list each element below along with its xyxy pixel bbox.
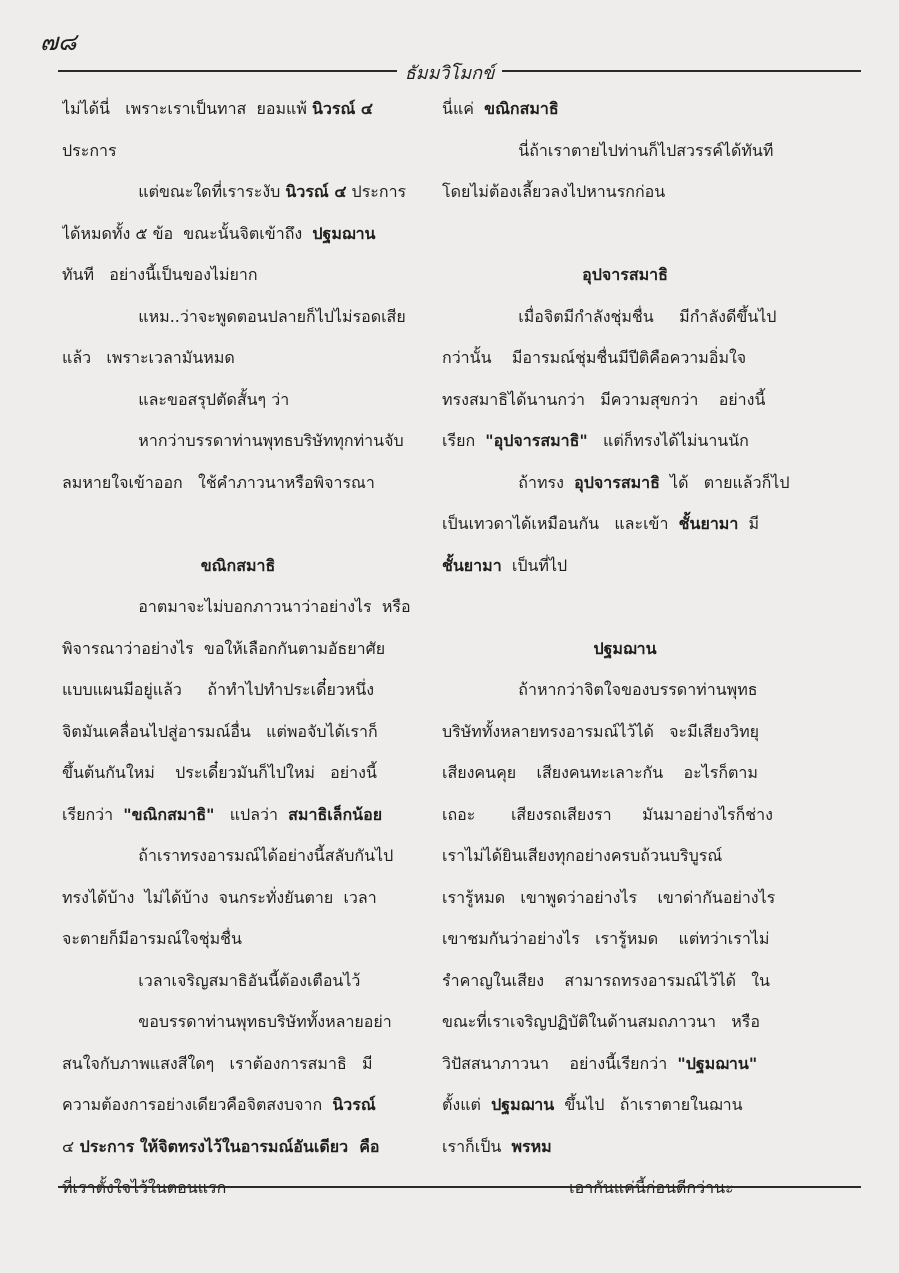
text-line (62, 752, 414, 794)
text-line (62, 628, 414, 670)
text-line (62, 1126, 414, 1168)
line-text: ขณะที่เราเจริญปฏิบัติในด้านสมถภาวนา หรือ (442, 1012, 760, 1031)
text-line (62, 88, 414, 130)
line-text: เราไม่ได้ยินเสียงทุกอย่างครบถ้วนบริบูรณ์ (442, 846, 723, 865)
text-line (62, 545, 414, 587)
text-line (62, 462, 414, 504)
line-text: ลมหายใจเข้าออก ใช้คำภาวนาหรือพิจารณา (62, 472, 375, 492)
text-line (442, 503, 808, 545)
line-text: เรารู้หมด เขาพูดว่าอย่างไร เขาด่ากันอย่างไร (442, 887, 776, 907)
bold-term: ประการ ให้จิตทรงไว้ในอารมณ์อันเดียว คือ (74, 1136, 380, 1156)
line-text: เรียก (442, 431, 486, 450)
text-line (62, 669, 414, 711)
line-text: บริษัททั้งหลายทรงอารมณ์ไว้ได้ จะมีเสียงวิทยุ (442, 721, 760, 741)
line-text: อาตมาจะไม่บอกภาวนาว่าอย่างไร หรือ (62, 597, 411, 616)
text-line (442, 296, 808, 338)
line-text: โดยไม่ต้องเลี้ยวลงไปหานรกก่อน (442, 182, 666, 201)
text-line (62, 586, 414, 628)
bold-term: สมาธิเล็กน้อย (288, 804, 383, 824)
line-text: จิตมันเคลื่อนไปสู่อารมณ์อื่น แต่พอจับได้เราก็ (62, 721, 378, 741)
line-text: เวลาเจริญสมาธิอันนี้ต้องเตือนไว้ (62, 970, 361, 990)
text-line (442, 835, 808, 877)
text-line (442, 1043, 808, 1085)
running-header (0, 58, 899, 87)
line-text: เป็นที่ไป (501, 555, 568, 575)
line-text: เถอะ เสียงรถเสียงรา มันมาอย่างไรก็ช่าง (442, 804, 773, 824)
text-line (62, 1001, 414, 1043)
text-line (442, 88, 808, 130)
line-text: นี่ถ้าเราตายไปท่านก็ไปสวรรค์ได้ทันที (442, 140, 774, 160)
bold-term: ชั้นยามา (678, 514, 739, 533)
line-text: ทรงสมาธิได้นานกว่า มีความสุขกว่า อย่างนี้ (442, 389, 766, 409)
line-text: แบบแผนมีอยู่แล้ว ถ้าทำไปทำประเดี๋ยวหนึ่ง (62, 680, 375, 699)
text-line (62, 254, 414, 296)
text-line (442, 379, 808, 421)
text-line (442, 545, 808, 587)
text-line (442, 669, 808, 711)
text-line (62, 1084, 414, 1126)
left-column (62, 88, 414, 1209)
line-text: จะตายก็มีอารมณ์ใจชุ่มชื่น (62, 929, 242, 948)
line-text: เราก็เป็น (442, 1136, 512, 1156)
line-text: ได้หมดทั้ง ๕ ข้อ ขณะนั้นจิตเข้าถึง (62, 223, 313, 243)
line-text: แล้ว เพราะเวลามันหมด (62, 348, 235, 367)
text-line (62, 918, 414, 960)
text-line (62, 420, 414, 462)
bold-term: ชั้นยามา (442, 555, 502, 575)
line-text: หากว่าบรรดาท่านพุทธบริษัททุกท่านจับ (62, 431, 404, 450)
bold-term: ปฐมฌาน (312, 223, 376, 243)
bold-term: พรหม (511, 1136, 552, 1156)
text-line (62, 213, 414, 255)
line-text: ประการ (346, 182, 407, 201)
bold-term: "ขณิกสมาธิ" (123, 804, 215, 824)
footer-rule (58, 1186, 861, 1188)
line-text: ขึ้นไป ถ้าเราตายในฌาน (554, 1095, 743, 1114)
line-text: นี่แค่ (442, 99, 485, 118)
line-text: ที่เราตั้งใจไว้ในตอนแรก (62, 1178, 227, 1197)
text-line (442, 586, 808, 628)
text-line (442, 752, 808, 794)
text-line (442, 171, 808, 213)
section-heading: ขณิกสมาธิ (200, 555, 276, 575)
header-title: ธัมมวิโมกข์ (397, 63, 503, 84)
bold-term: อุปจารสมาธิ (574, 472, 660, 492)
line-text: ขึ้นต้นกันใหม่ ประเดี๋ยวมันก็ไปใหม่ อย่างนี้ (62, 763, 377, 782)
line-text: ถ้าทรง (442, 472, 575, 492)
text-line (62, 1043, 414, 1085)
page-number: ๗๘ (40, 28, 77, 56)
line-text: ทรงได้บ้าง ไม่ได้บ้าง จนกระทั่งยันตาย เวลา (62, 887, 377, 907)
bold-term: นิวรณ์ ๔ (311, 99, 374, 118)
text-line (442, 1001, 808, 1043)
line-text: และขอสรุปตัดสั้นๆ ว่า (62, 389, 290, 409)
text-line (62, 130, 414, 172)
text-line (442, 628, 808, 670)
text-line (62, 711, 414, 753)
line-text: รำคาญในเสียง สามารถทรงอารมณ์ไว้ได้ ใน (442, 970, 770, 990)
line-text: แปลว่า (214, 804, 289, 824)
line-text: พิจารณาว่าอย่างไร ขอให้เลือกกันตามอัธยาศัย (62, 638, 386, 658)
line-text: ขอบรรดาท่านพุทธบริษัททั้งหลายอย่า (62, 1012, 392, 1031)
line-text: แต่ก็ทรงได้ไม่นานนัก (587, 431, 749, 450)
text-line (442, 213, 808, 255)
text-line (62, 379, 414, 421)
text-line (442, 462, 808, 504)
line-text: แหม..ว่าจะพูดตอนปลายก็ไปไม่รอดเสีย (62, 306, 406, 326)
line-text: ความต้องการอย่างเดียวคือจิตสงบจาก (62, 1095, 333, 1114)
bold-term: นิวรณ์ ๔ (285, 182, 347, 201)
line-text: เสียงคนคุย เสียงคนทะเลาะกัน อะไรก็ตาม (442, 763, 758, 782)
bold-term: "อุปจารสมาธิ" (485, 431, 588, 450)
bold-term: ปฐมฌาน (491, 1095, 555, 1114)
line-text: ได้ ตายแล้วก็ไป (659, 472, 790, 492)
line-text: ถ้าหากว่าจิตใจของบรรดาท่านพุทธ (442, 680, 758, 699)
text-line (442, 1084, 808, 1126)
text-line (442, 130, 808, 172)
text-line (62, 296, 414, 338)
text-line (62, 960, 414, 1002)
section-heading: อุปจารสมาธิ (582, 265, 668, 284)
text-line (62, 337, 414, 379)
text-line (62, 794, 414, 836)
right-column (442, 88, 808, 1209)
line-text: วิปัสสนาภาวนา อย่างนี้เรียกว่า (442, 1053, 678, 1073)
text-line (442, 711, 808, 753)
text-line (442, 960, 808, 1002)
text-line (442, 337, 808, 379)
line-text: ๔ (62, 1136, 75, 1156)
text-line (62, 835, 414, 877)
bold-term: ขณิกสมาธิ (484, 99, 559, 118)
text-line (442, 420, 808, 462)
line-text: ประการ (62, 140, 117, 160)
line-text: เขาชมกันว่าอย่างไร เรารู้หมด แต่ทว่าเราไม่ (442, 929, 770, 948)
line-text: เอากันแค่นี้ก่อนดีกว่านะ (442, 1178, 734, 1197)
line-text: เมื่อจิตมีกำลังชุ่มชื่น มีกำลังดีขึ้นไป (442, 306, 777, 326)
bold-term: นิวรณ์ (332, 1095, 376, 1114)
line-text: ทันที อย่างนี้เป็นของไม่ยาก (62, 265, 258, 284)
bold-term: "ปฐมฌาน" (677, 1053, 758, 1073)
text-line (442, 918, 808, 960)
text-line (62, 877, 414, 919)
text-line (442, 1126, 808, 1168)
line-text: มี (738, 514, 760, 533)
line-text: ตั้งแต่ (442, 1095, 492, 1114)
section-heading: ปฐมฌาน (593, 638, 657, 658)
line-text: เรียกว่า (62, 804, 124, 824)
line-text: กว่านั้น มีอารมณ์ชุ่มชื่นมีปีติคือความอิ่มใจ (442, 348, 747, 367)
text-line (442, 254, 808, 296)
line-text: สนใจกับภาพแสงสีใดๆ เราต้องการสมาธิ มี (62, 1053, 373, 1073)
line-text: ถ้าเราทรงอารมณ์ได้อย่างนี้สลับกันไป (62, 846, 394, 865)
line-text: ไม่ได้นี่ เพราะเราเป็นทาส ยอมแพ้ (62, 99, 312, 118)
line-text: แต่ขณะใดที่เราระงับ (62, 182, 286, 201)
text-line (442, 877, 808, 919)
text-line (442, 794, 808, 836)
text-line (62, 503, 414, 545)
line-text: เป็นเทวดาได้เหมือนกัน และเข้า (442, 514, 679, 533)
text-line (62, 171, 414, 213)
